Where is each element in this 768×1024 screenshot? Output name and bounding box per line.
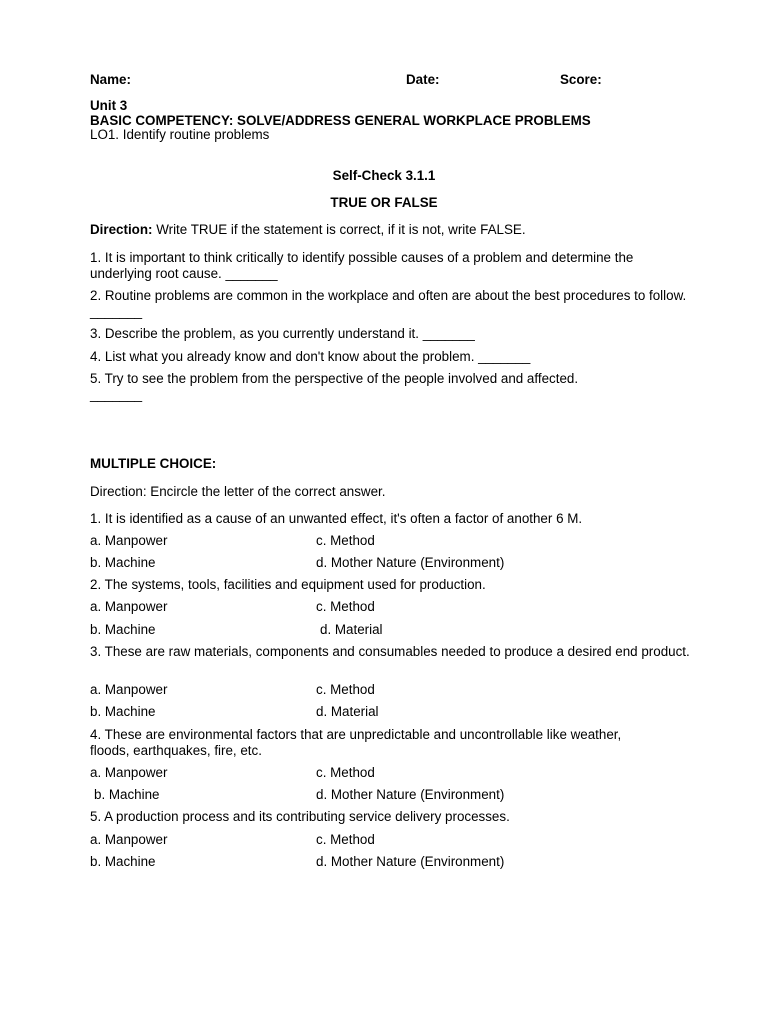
learning-outcome: LO1. Identify routine problems bbox=[90, 127, 270, 142]
tf-item-3: 3. Describe the problem, as you currently understand it. _______ bbox=[90, 326, 475, 341]
tf-item-2: 2. Routine problems are common in the workplace and often are about the best procedures to follow. _______ bbox=[90, 288, 687, 319]
competency-title: BASIC COMPETENCY: SOLVE/ADDRESS GENERAL WORKPLACE PROBLEMS bbox=[90, 113, 591, 128]
unit-label: Unit 3 bbox=[90, 98, 128, 113]
mc-title: MULTIPLE CHOICE: bbox=[90, 456, 217, 471]
mc-q3-option-a[interactable]: a. Manpower bbox=[90, 682, 168, 697]
tf-direction-label: Direction: bbox=[90, 222, 153, 237]
tf-item-5-blank: _______ bbox=[90, 387, 143, 402]
mc-q1-option-d[interactable]: d. Mother Nature (Environment) bbox=[316, 555, 505, 570]
tf-item-1: 1. It is important to think critically to identify possible causes of a problem and determine the underlying root cause. _______ bbox=[90, 250, 634, 281]
tf-direction-text: Write TRUE if the statement is correct, if it is not, write FALSE. bbox=[152, 222, 526, 237]
mc-q2-option-a[interactable]: a. Manpower bbox=[90, 599, 168, 614]
mc-q4-option-d[interactable]: d. Mother Nature (Environment) bbox=[316, 787, 505, 802]
mc-question-5: 5. A production process and its contributing service delivery processes. bbox=[90, 809, 510, 824]
mc-q1-option-c[interactable]: c. Method bbox=[316, 533, 375, 548]
tf-direction bbox=[90, 222, 526, 238]
mc-q1-option-a[interactable]: a. Manpower bbox=[90, 533, 168, 548]
tf-item-4: 4. List what you already know and don't know about the problem. _______ bbox=[90, 349, 531, 364]
mc-question-1: 1. It is identified as a cause of an unwanted effect, it's often a factor of another 6 M. bbox=[90, 511, 583, 526]
self-check-title: Self-Check 3.1.1 bbox=[332, 168, 436, 183]
tf-item-5: 5. Try to see the problem from the perspective of the people involved and affected. bbox=[90, 371, 579, 386]
true-false-title: TRUE OR FALSE bbox=[330, 195, 438, 210]
mc-q4-option-b[interactable]: b. Machine bbox=[94, 787, 160, 802]
mc-q2-option-c[interactable]: c. Method bbox=[316, 599, 375, 614]
mc-q3-option-c[interactable]: c. Method bbox=[316, 682, 375, 697]
mc-q3-option-b[interactable]: b. Machine bbox=[90, 704, 156, 719]
score-label: Score: bbox=[560, 72, 602, 87]
mc-question-4: 4. These are environmental factors that are unpredictable and uncontrollable like weather, floods, earthquakes, fire, etc. bbox=[90, 727, 622, 758]
mc-q1-option-b[interactable]: b. Machine bbox=[90, 555, 156, 570]
mc-question-3: 3. These are raw materials, components and consumables needed to produce a desired end product. bbox=[90, 644, 690, 659]
mc-direction: Direction: Encircle the letter of the correct answer. bbox=[90, 484, 386, 499]
name-label: Name: bbox=[90, 72, 131, 87]
mc-q4-option-c[interactable]: c. Method bbox=[316, 765, 375, 780]
mc-q5-option-c[interactable]: c. Method bbox=[316, 832, 375, 847]
mc-q2-option-d[interactable]: d. Material bbox=[320, 622, 383, 637]
mc-q2-option-b[interactable]: b. Machine bbox=[90, 622, 156, 637]
date-label: Date: bbox=[406, 72, 440, 87]
mc-question-2: 2. The systems, tools, facilities and equipment used for production. bbox=[90, 577, 486, 592]
mc-q4-option-a[interactable]: a. Manpower bbox=[90, 765, 168, 780]
mc-q5-option-a[interactable]: a. Manpower bbox=[90, 832, 168, 847]
mc-q5-option-d[interactable]: d. Mother Nature (Environment) bbox=[316, 854, 505, 869]
mc-q5-option-b[interactable]: b. Machine bbox=[90, 854, 156, 869]
mc-q3-option-d[interactable]: d. Material bbox=[316, 704, 379, 719]
